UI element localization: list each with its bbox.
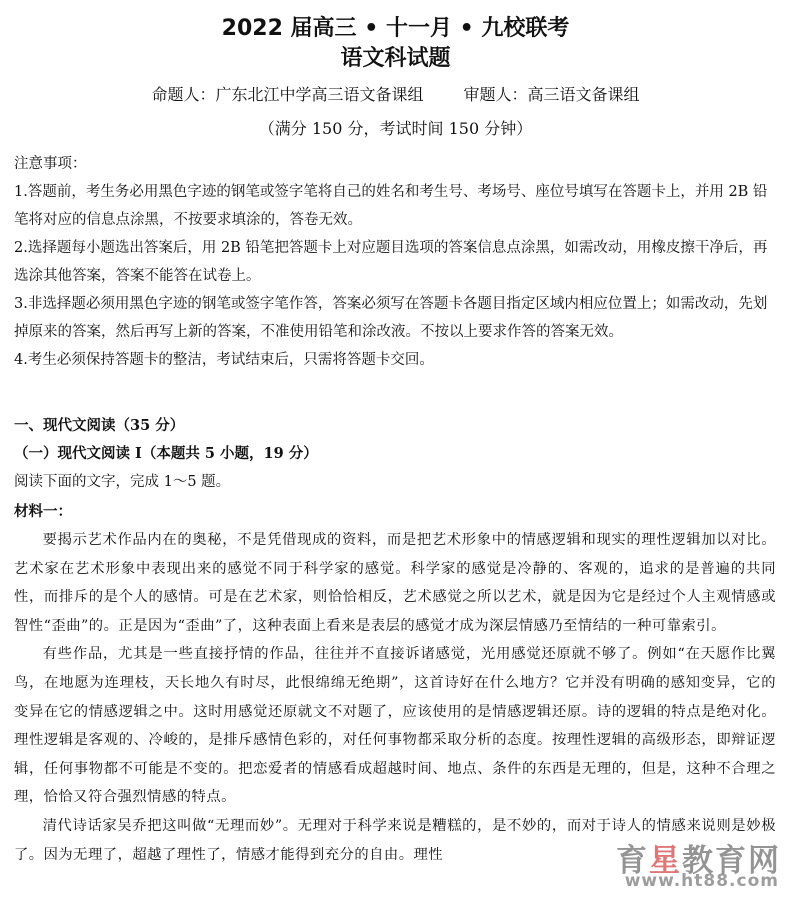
exam-subtitle: 语文科试题 [340,46,451,71]
section-subheading: （一）现代文阅读 I（本题共 5 小题，19 分） [14,445,318,462]
watermark-brand: 育星教育网 [616,843,781,879]
setter-text: 命题人：广东北江中学高三语文备课组 [151,85,424,104]
note-item: 2.选择题每小题选出答案后，用 2B 铅笔把答题卡上对应题目选项的答案信息点涂黑，如需改动，用橡皮擦干净后，再选涂其他答案，答案不能答在试卷上。 [14,240,768,284]
section-heading: 一、现代文阅读（35 分） [14,417,185,434]
passage-paragraph: 要揭示艺术作品内在的奥秘，不是凭借现成的资料，而是把艺术形象中的情感逻辑和现实的理性逻辑加以对比。艺术家在艺术形象中表现出来的感觉不同于科学家的感觉。科学家的感觉是冷静的、客观的，追求的是普遍的共同性，而排斥的是个人的感情。可是在艺术家，则恰恰相反，艺术感觉之所以艺术，就是因为它是经过个人主观情感或智性“歪曲”的。正是因为“歪曲”了，这种表面上看来是表层的感觉才成为深层情感乃至情结的一种可靠索引。 [14,532,776,634]
note-item: 3.非选择题必须用黑色字迹的钢笔或签字笔作答，答案必须写在答题卡各题目指定区域内相应位置上；如需改动，先划掉原来的答案，然后再写上新的答案，不准使用铅笔和涂改液。不按以上要求作答的答案无效。 [14,296,768,340]
reviewer-text: 审题人：高三语文备课组 [463,85,640,104]
full-mark-note: （满分 150 分，考试时间 150 分钟） [258,119,533,138]
site-watermark [603,835,781,893]
passage-paragraph: 有些作品，尤其是一些直接抒情的作品，往往并不直接诉诸感觉，光用感觉还原就不够了。例如“在天愿作比翼鸟，在地愿为连理枝，天长地久有时尽，此恨绵绵无绝期”，这首诗好在什么地方？它并没有明确的感知变异，它的变异在它的情感逻辑之中。这时用感觉还原就文不对题了，应该使用的是情感逻辑还原。诗的逻辑的特点是绝对化。理性逻辑是客观的、冷峻的，是排斥感情色彩的，对任何事物都采取分析的态度。按理性逻辑的高级形态，即辩证逻辑，任何事物都不可能是不变的。把恋爱者的情感看成超越时间、地点、条件的东西是无理的，但是，这种不合理之理，恰恰又符合强烈情感的特点。 [14,646,776,806]
exam-title: 2022 届高三 • 十一月 • 九校联考 [221,16,570,41]
notes-block [14,150,779,374]
passage-paragraph: 清代诗话家吴乔把这叫做“无理而妙”。无理对于科学来说是糟糕的，是不妙的，而对于诗人的情感来说则是妙极了。因为无理了，超越了理性了，情感才能得到充分的自由。理性 [14,817,776,863]
note-item: 1.答题前，考生务必用黑色字迹的钢笔或签字笔将自己的姓名和考生号、考场号、座位号填写在答题卡上，并用 2B 铅笔将对应的信息点涂黑，不按要求填涂的，答卷无效。 [14,184,768,228]
authors-line [0,82,791,108]
notes-heading: 注意事项： [14,156,87,172]
section-instruction: 阅读下面的文字，完成 1～5 题。 [14,474,231,490]
material-label: 材料一： [14,503,72,520]
reading-passage [14,526,776,869]
note-item: 4.考生必须保持答题卡的整洁，考试结束后，只需将答题卡交回。 [14,352,434,368]
watermark-url: www.ht88.com [624,871,779,891]
